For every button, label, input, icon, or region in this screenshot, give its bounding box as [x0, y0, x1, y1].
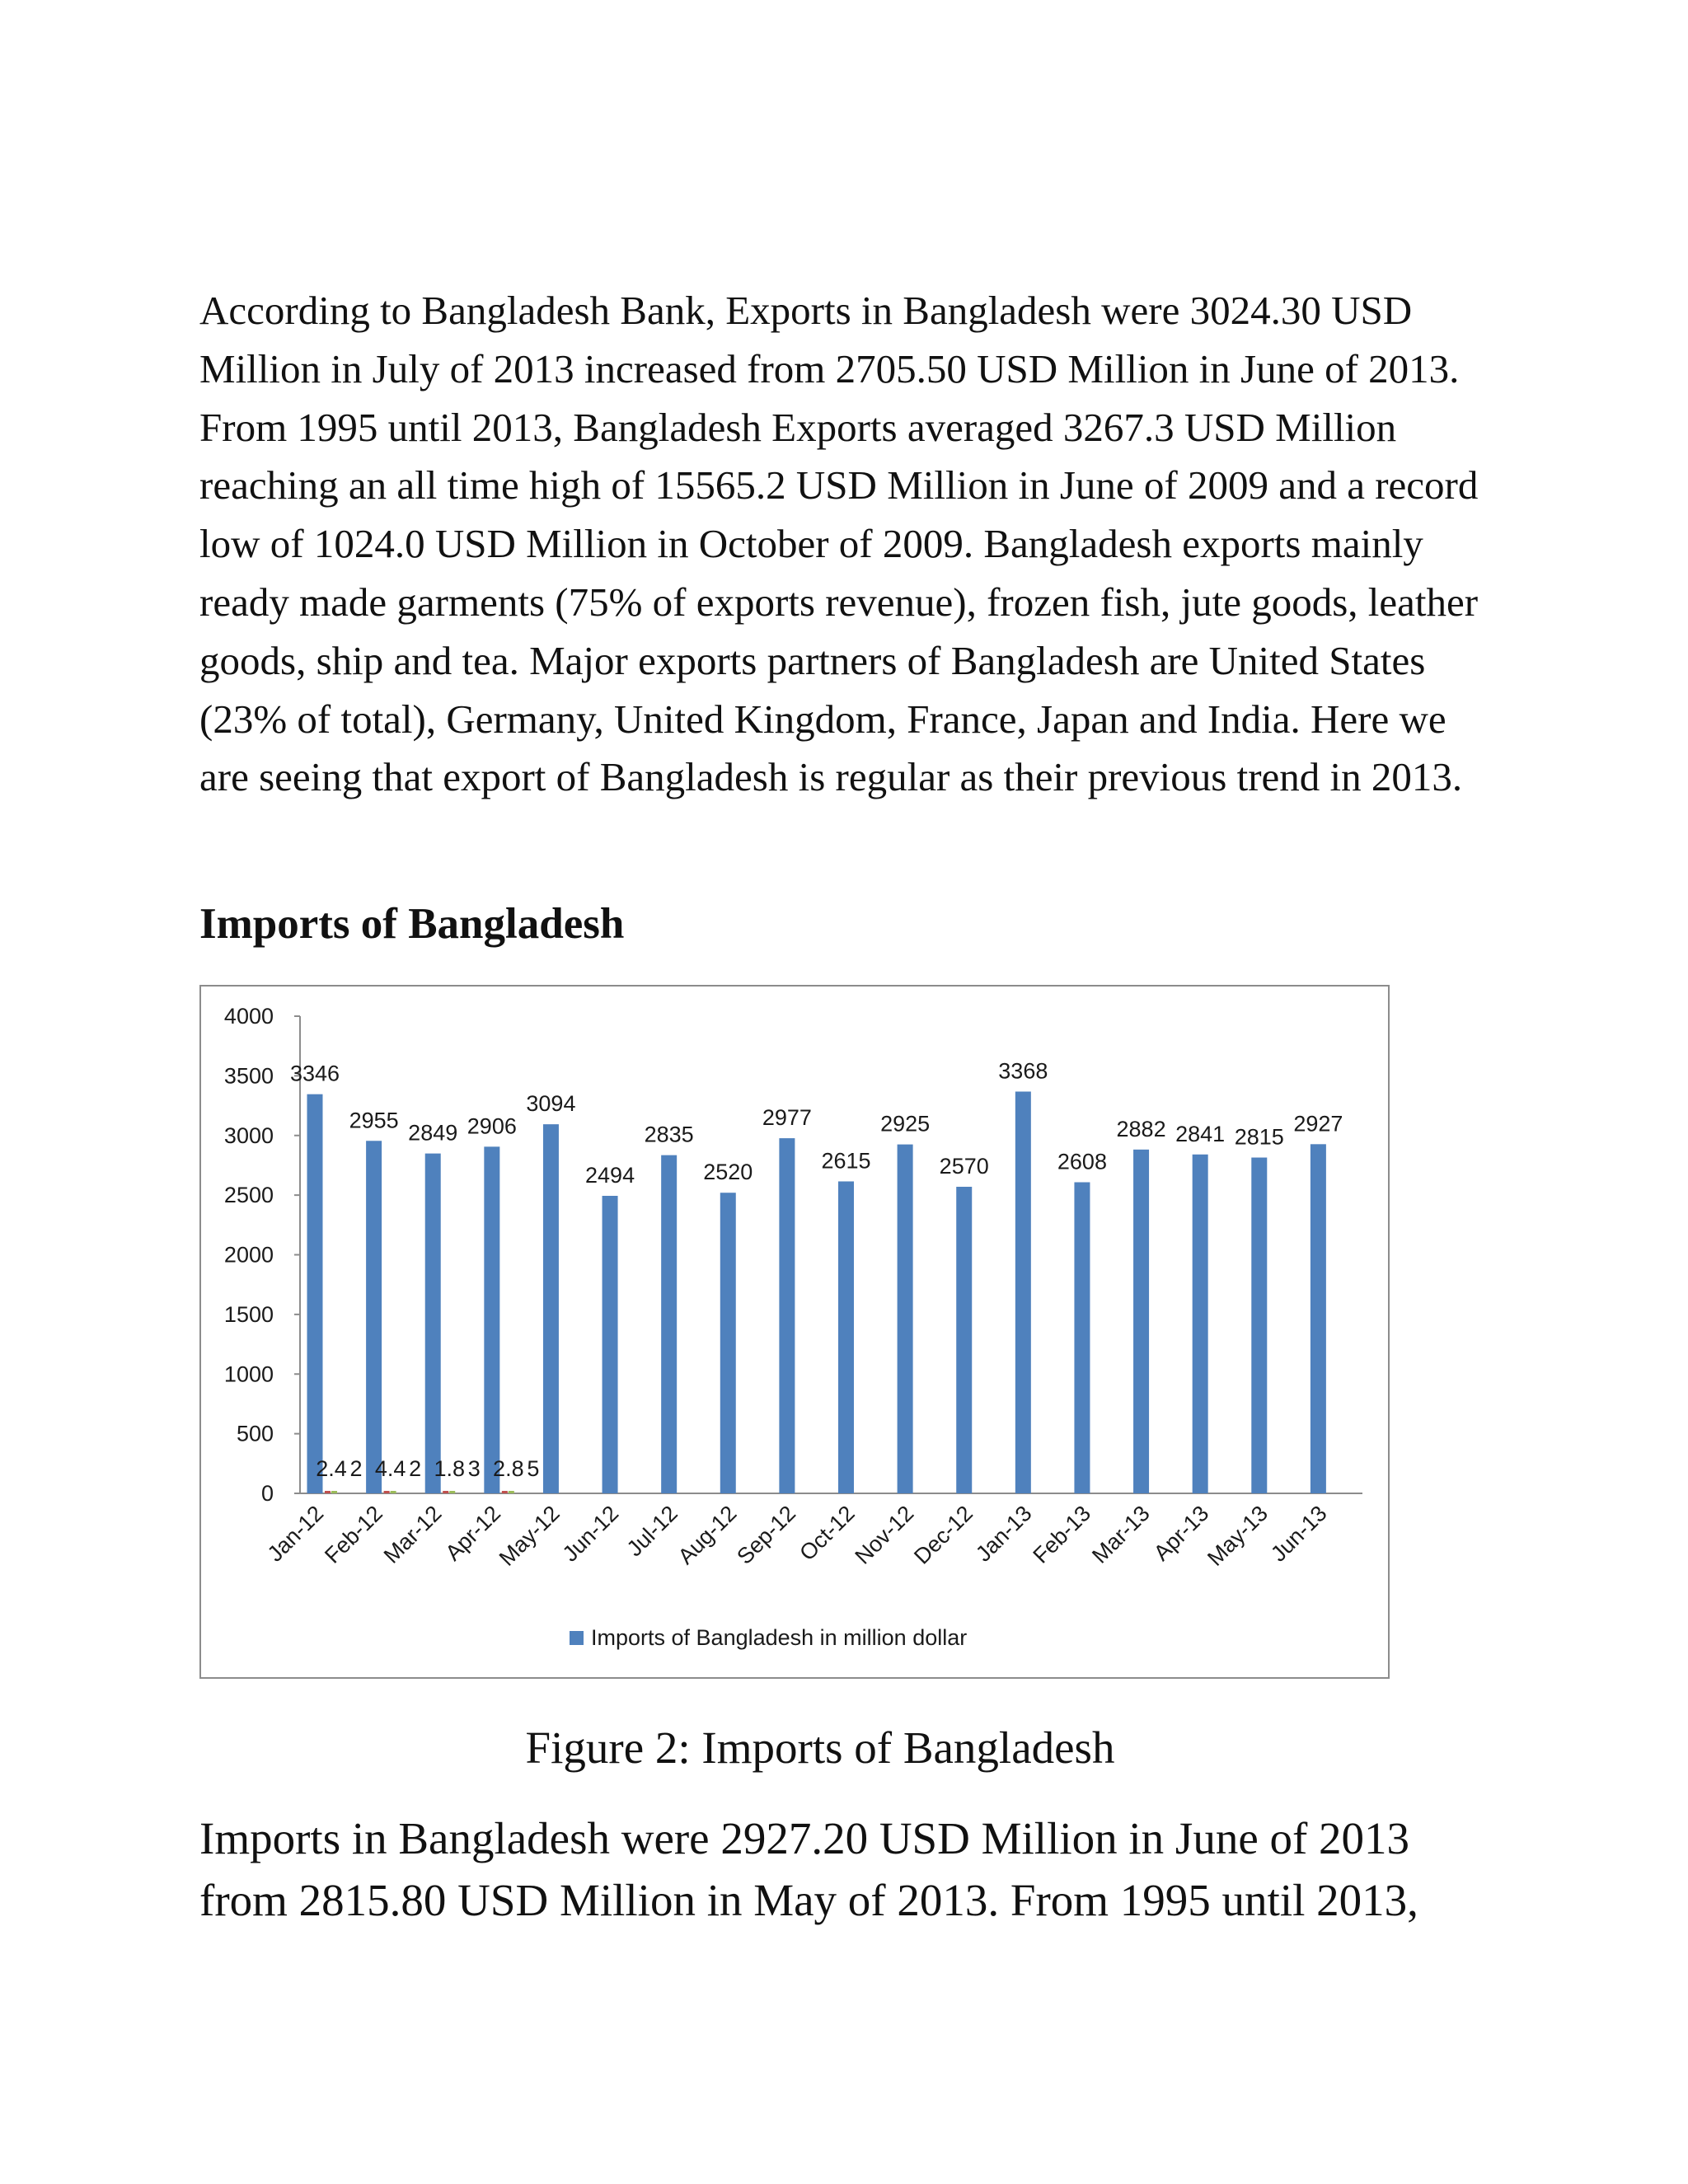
bar-imports	[838, 1181, 854, 1493]
bar-imports	[720, 1193, 736, 1493]
bar-secondary	[384, 1491, 390, 1493]
bar-secondary	[502, 1491, 508, 1493]
bar-secondary-label: 5	[527, 1456, 540, 1481]
x-category-label: Feb-13	[1028, 1501, 1096, 1568]
legend-label: Imports of Bangladesh in million dollar	[591, 1625, 968, 1650]
y-tick-label: 2000	[223, 1242, 274, 1268]
x-category-label: Aug-12	[673, 1501, 742, 1569]
bar-imports	[543, 1124, 559, 1493]
bar-value-label: 2927	[1293, 1111, 1343, 1137]
imports-chart	[199, 985, 1390, 1679]
bar-imports	[366, 1141, 382, 1493]
bar-value-label: 2849	[408, 1120, 458, 1146]
imports-chart-svg	[201, 987, 1391, 1680]
bar-imports	[1251, 1158, 1267, 1493]
y-tick-label: 0	[260, 1481, 274, 1506]
figure-caption: Figure 2: Imports of Bangladesh	[525, 1722, 1115, 1773]
bar-value-label: 2615	[821, 1148, 871, 1174]
bar-value-label: 3346	[289, 1061, 340, 1086]
bar-imports	[1015, 1091, 1031, 1493]
bar-imports	[307, 1094, 323, 1493]
bar-secondary-label: 1.8	[434, 1456, 465, 1481]
x-category-label: Jun-12	[557, 1501, 624, 1567]
x-category-label: Mar-12	[378, 1501, 447, 1568]
bar-imports	[779, 1138, 795, 1493]
x-category-label: Apr-13	[1148, 1501, 1214, 1566]
bar-value-label: 3094	[526, 1091, 576, 1117]
bar-secondary-label: 2.8	[493, 1456, 524, 1481]
bar-secondary	[331, 1491, 337, 1493]
x-category-label: May-12	[494, 1501, 565, 1571]
bar-imports	[1074, 1182, 1090, 1493]
bar-value-label: 2570	[939, 1153, 989, 1179]
x-category-label: Mar-13	[1087, 1501, 1155, 1568]
exports-paragraph: According to Bangladesh Bank, Exports in Bangladesh were 3024.30 USD Million in July of 2013 increased from 2705.50 USD Million in June of 2013. From 1995 until 2013, Bangladesh Exports averaged 3267.3 USD Million reaching an all time high of 15565.2 USD Million in June of 2009 and a record low of 1024.0 USD Million in October of 2009. Bangladesh exports mainly ready made garments (75% of exports revenue), frozen fish, jute goods, leather goods, ship and tea. Major exports partners of Bangladesh are United States (23% of total), Germany, United Kingdom, France, Japan and India. Here we are seeing that export of Bangladesh is regular as their previous trend in 2013.	[199, 288, 1479, 800]
bar-secondary	[443, 1491, 448, 1493]
x-category-label: Jan-12	[262, 1501, 329, 1567]
bar-imports	[1133, 1150, 1149, 1493]
y-tick-label: 3500	[223, 1063, 274, 1089]
bar-imports	[425, 1154, 441, 1493]
y-tick-label: 1000	[223, 1361, 274, 1387]
bar-secondary	[449, 1491, 455, 1493]
bar-value-label: 2906	[467, 1113, 517, 1139]
x-category-label: May-13	[1203, 1501, 1273, 1571]
bar-imports	[1193, 1155, 1208, 1493]
bar-secondary-label: 2	[409, 1456, 422, 1481]
imports-paragraph: Imports in Bangladesh were 2927.20 USD Million in June of 2013 from 2815.80 USD Million in May of 2013. From 1995 until 2013,	[199, 1813, 1418, 1925]
bar-value-label: 2977	[762, 1105, 812, 1131]
bar-value-label: 3368	[998, 1058, 1048, 1084]
bar-secondary-label: 4.4	[374, 1456, 406, 1481]
x-category-label: Sep-12	[732, 1501, 801, 1569]
x-category-label: Apr-12	[440, 1501, 506, 1566]
bar-value-label: 2882	[1116, 1116, 1166, 1141]
bar-imports	[484, 1146, 499, 1493]
bar-secondary	[509, 1491, 514, 1493]
bar-imports	[603, 1196, 618, 1493]
y-tick-label: 3000	[223, 1122, 274, 1148]
bar-imports	[661, 1155, 677, 1493]
bar-value-label: 2835	[644, 1122, 694, 1147]
x-category-label: Jul-12	[621, 1501, 682, 1562]
x-category-label: Feb-12	[320, 1501, 387, 1568]
bar-value-label: 2494	[585, 1162, 635, 1188]
bar-imports	[1311, 1144, 1326, 1493]
section-heading: Imports of Bangladesh	[199, 900, 625, 948]
y-tick-label: 2500	[223, 1183, 274, 1208]
legend-swatch	[570, 1631, 584, 1645]
y-tick-label: 4000	[223, 1004, 274, 1029]
bar-value-label: 2815	[1234, 1124, 1284, 1150]
bar-value-label: 2955	[349, 1108, 399, 1133]
x-category-label: Dec-12	[909, 1501, 978, 1569]
x-category-label: Jun-13	[1266, 1501, 1332, 1567]
x-category-label: Nov-12	[850, 1501, 919, 1569]
bar-secondary	[391, 1491, 396, 1493]
y-tick-label: 500	[236, 1421, 274, 1446]
x-category-label: Jan-13	[970, 1501, 1037, 1567]
bar-value-label: 2520	[703, 1160, 753, 1185]
bar-imports	[956, 1187, 972, 1493]
x-category-label: Oct-12	[795, 1501, 860, 1566]
bar-value-label: 2608	[1057, 1149, 1107, 1174]
bar-secondary-label: 2	[349, 1456, 363, 1481]
y-tick-label: 1500	[223, 1301, 274, 1327]
bar-imports	[898, 1145, 913, 1493]
bar-value-label: 2925	[880, 1111, 931, 1137]
bar-secondary-label: 3	[467, 1456, 481, 1481]
bar-secondary	[325, 1491, 331, 1493]
bar-secondary-label: 2.4	[316, 1456, 347, 1481]
bar-value-label: 2841	[1175, 1121, 1226, 1146]
